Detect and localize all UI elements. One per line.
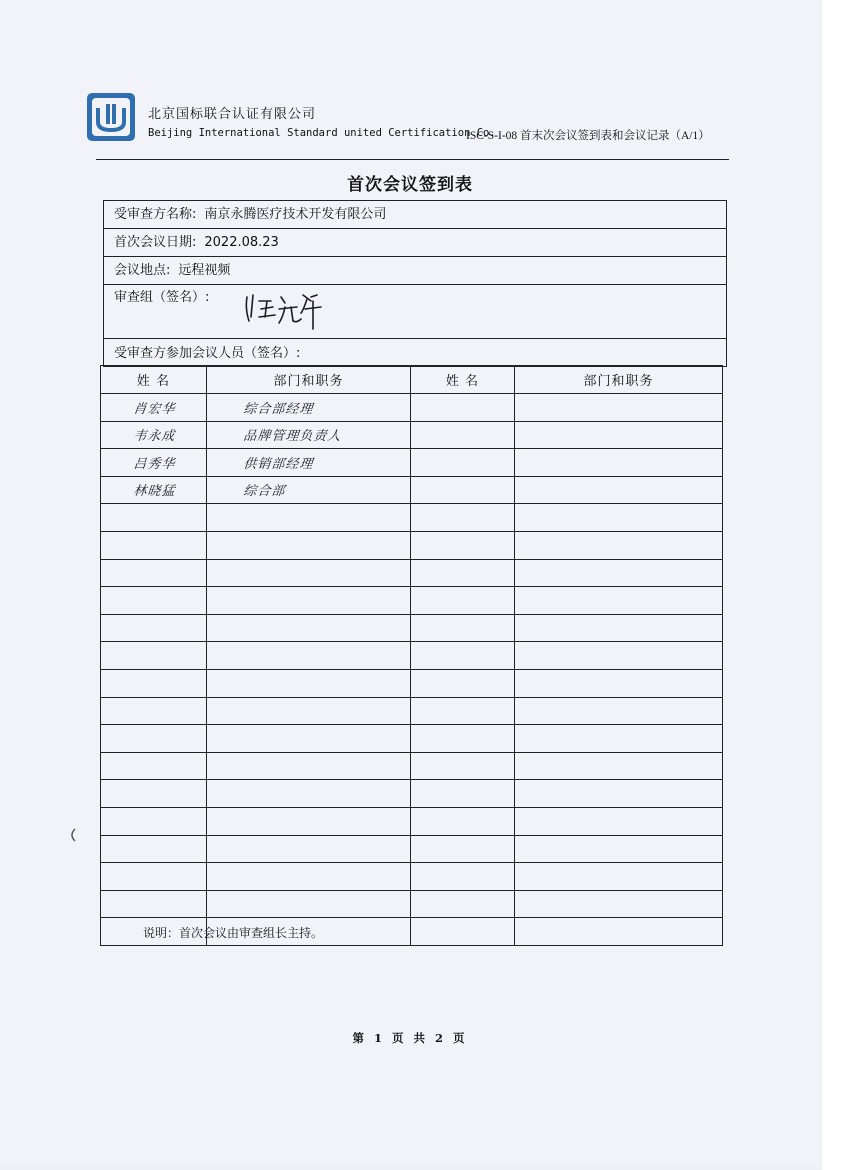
col-header-dept-1: 部门和职务 <box>207 366 411 394</box>
col-header-name-2: 姓 名 <box>411 366 515 394</box>
attendee-dept <box>515 642 723 670</box>
attendee-name <box>411 807 515 835</box>
attendee-name <box>101 669 207 697</box>
table-row <box>101 587 723 615</box>
attendee-name <box>411 421 515 449</box>
attendee-dept <box>207 725 411 753</box>
table-row <box>101 614 723 642</box>
auditee-label: 受审查方名称: <box>114 207 197 222</box>
table-row <box>101 752 723 780</box>
attendees-row <box>104 339 726 367</box>
attendee-name <box>411 697 515 725</box>
attendee-name <box>411 863 515 891</box>
attendee-name <box>411 890 515 918</box>
attendee-name: 林晓猛 <box>99 476 208 504</box>
attendee-dept <box>515 863 723 891</box>
attendee-name <box>101 697 207 725</box>
attendee-name <box>101 807 207 835</box>
attendee-dept <box>515 614 723 642</box>
header-divider <box>96 159 729 160</box>
audit-team-row <box>104 285 726 339</box>
table-row <box>101 725 723 753</box>
attendee-name <box>411 642 515 670</box>
company-name-cn: 北京国标联合认证有限公司 <box>148 107 317 122</box>
attendee-dept <box>207 614 411 642</box>
attendee-name: 肖宏华 <box>99 394 208 422</box>
attendee-dept <box>515 449 723 477</box>
audit-team-label: 审查组（签名）: <box>114 290 210 305</box>
attendee-dept <box>207 807 411 835</box>
table-row <box>101 559 723 587</box>
page-edge <box>822 0 850 1170</box>
attendee-name <box>101 835 207 863</box>
attendee-dept <box>207 559 411 587</box>
attendee-name <box>411 449 515 477</box>
attendee-name <box>411 614 515 642</box>
table-row <box>101 421 723 449</box>
attendee-dept <box>207 669 411 697</box>
location-row <box>104 257 726 285</box>
attendee-name <box>101 531 207 559</box>
attendee-name <box>101 890 207 918</box>
audit-team-signature <box>241 287 331 331</box>
attendee-dept <box>207 780 411 808</box>
table-row <box>101 476 723 504</box>
attendee-dept: 综合部经理 <box>205 394 412 422</box>
attendee-name <box>101 642 207 670</box>
attendee-name <box>411 504 515 532</box>
date-row <box>104 229 726 257</box>
attendee-table <box>100 365 723 946</box>
auditee-row <box>104 201 726 229</box>
attendee-dept <box>515 697 723 725</box>
attendee-name <box>411 725 515 753</box>
attendee-name <box>101 504 207 532</box>
page-title: 首次会议签到表 <box>347 175 473 195</box>
attendee-dept <box>207 752 411 780</box>
document-code: ISC-S-I-08 首末次会议签到表和会议记录（A/1） <box>466 130 710 142</box>
attendee-dept <box>207 697 411 725</box>
attendee-dept <box>515 421 723 449</box>
attendee-dept <box>515 890 723 918</box>
attendee-dept <box>515 559 723 587</box>
attendee-name: 韦永成 <box>99 421 208 449</box>
attendee-name <box>101 780 207 808</box>
attendee-dept <box>515 504 723 532</box>
attendee-name <box>101 587 207 615</box>
attendee-name <box>101 752 207 780</box>
binder-hole-mark <box>68 828 78 842</box>
footnote: 说明：首次会议由审查组长主持。 <box>143 926 324 940</box>
attendee-name: 吕秀华 <box>99 449 208 477</box>
attendee-dept <box>207 890 411 918</box>
attendee-name <box>411 476 515 504</box>
table-row <box>101 449 723 477</box>
attendee-dept <box>515 531 723 559</box>
document-header <box>84 90 734 160</box>
attendee-name <box>411 531 515 559</box>
table-row <box>101 669 723 697</box>
attendee-dept <box>515 725 723 753</box>
table-row <box>101 697 723 725</box>
attendee-dept <box>515 780 723 808</box>
table-row <box>101 642 723 670</box>
attendee-name <box>101 863 207 891</box>
attendee-dept <box>207 835 411 863</box>
table-row <box>101 531 723 559</box>
table-row <box>101 807 723 835</box>
attendee-name <box>411 559 515 587</box>
attendee-name <box>101 559 207 587</box>
attendee-dept <box>515 394 723 422</box>
attendee-dept <box>207 863 411 891</box>
attendee-name <box>411 752 515 780</box>
attendee-name <box>411 918 515 946</box>
attendee-dept <box>515 918 723 946</box>
attendee-dept <box>515 587 723 615</box>
table-row <box>101 394 723 422</box>
attendee-dept <box>207 504 411 532</box>
attendee-name <box>101 725 207 753</box>
attendees-label: 受审查方参加会议人员（签名）: <box>114 346 301 361</box>
attendee-name <box>411 587 515 615</box>
attendee-name <box>411 780 515 808</box>
attendee-dept <box>515 669 723 697</box>
table-row <box>101 835 723 863</box>
attendee-dept: 供销部经理 <box>205 449 412 477</box>
attendee-table-body <box>101 394 723 946</box>
attendee-name <box>411 835 515 863</box>
attendee-dept: 品牌管理负责人 <box>205 421 412 449</box>
location-label: 会议地点: <box>114 263 171 278</box>
attendee-dept <box>207 642 411 670</box>
attendee-dept <box>515 752 723 780</box>
col-header-dept-2: 部门和职务 <box>515 366 723 394</box>
date-label: 首次会议日期: <box>114 235 197 250</box>
attendee-dept <box>207 531 411 559</box>
attendee-dept <box>515 807 723 835</box>
company-name-en: Beijing International Standard united Certification Co. <box>148 127 496 139</box>
attendee-name <box>101 614 207 642</box>
table-row <box>101 863 723 891</box>
col-header-name-1: 姓 名 <box>101 366 207 394</box>
attendee-dept <box>515 476 723 504</box>
date-value: 2022.08.23 <box>204 235 279 250</box>
attendee-dept: 综合部 <box>205 476 412 504</box>
meeting-info-form <box>103 200 727 367</box>
attendee-name <box>411 394 515 422</box>
table-row <box>101 890 723 918</box>
location-value: 远程视频 <box>178 263 231 278</box>
table-row <box>101 504 723 532</box>
page-number: 第 1 页 共 2 页 <box>352 1031 468 1045</box>
isc-logo-icon <box>86 92 136 142</box>
attendee-dept <box>207 587 411 615</box>
attendee-name <box>411 669 515 697</box>
attendee-dept <box>515 835 723 863</box>
auditee-value: 南京永腾医疗技术开发有限公司 <box>204 207 387 222</box>
table-row <box>101 780 723 808</box>
table-header-row <box>101 366 723 394</box>
